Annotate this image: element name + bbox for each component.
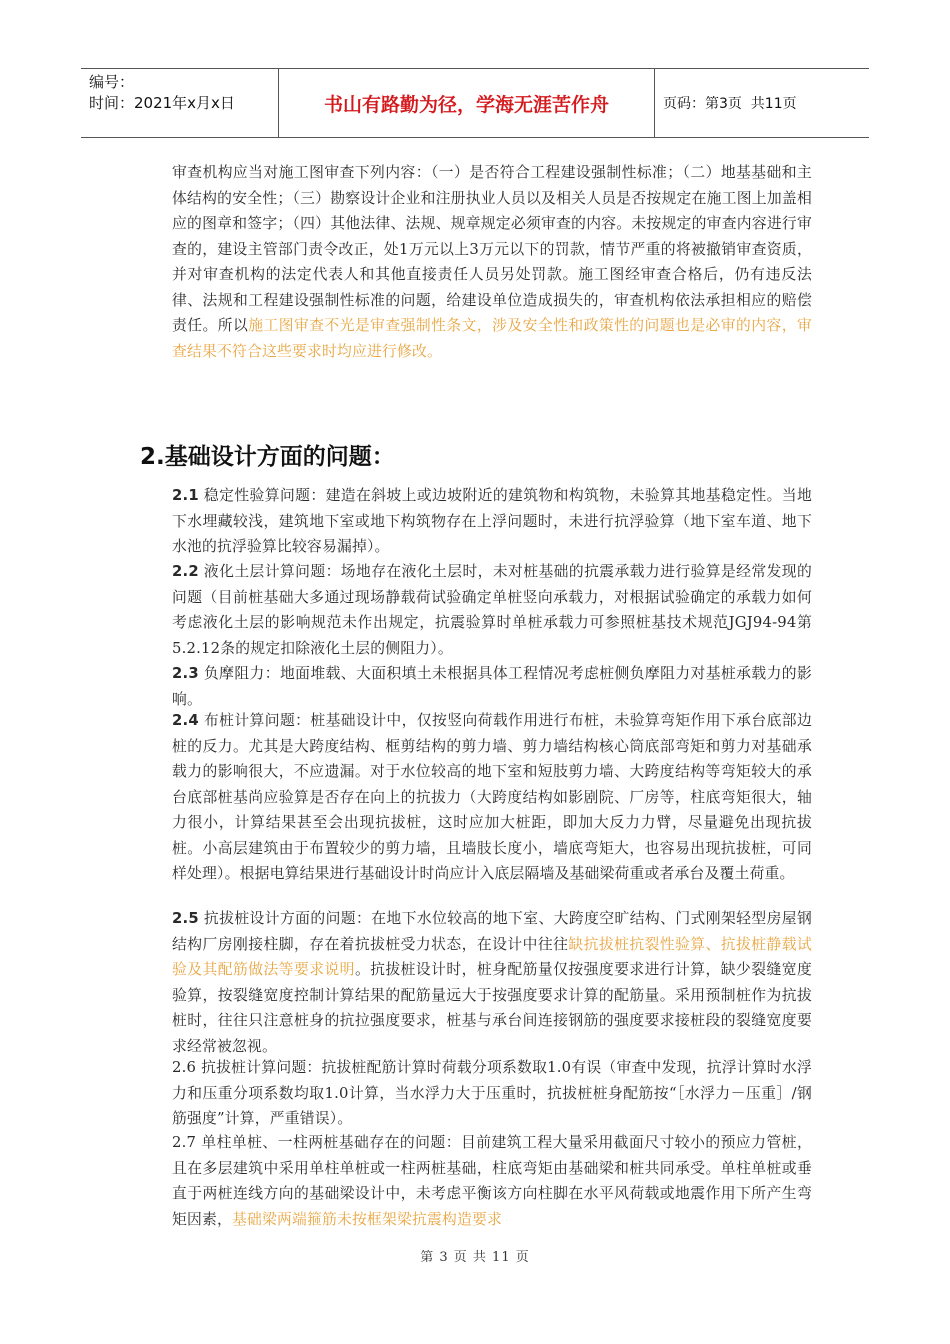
intro-paragraph bbox=[172, 160, 812, 364]
item-text: 抗拔桩计算问题：抗拔桩配筋计算时荷载分项系数取1.0有误（审查中发现，抗浮计算时水浮力和压重分项系数均取1.0计算，当水浮力大于压重时，抗拔桩桩身配筋按“［水浮力－压重］/钢筋强度”计算，严重错误）。 bbox=[172, 1059, 812, 1127]
page-footer: 第 3 页 共 11 页 bbox=[420, 1250, 530, 1265]
item-number: 2.7 bbox=[172, 1134, 197, 1151]
section-heading: 2.基础设计方面的问题： bbox=[140, 444, 395, 470]
item-text: 稳定性验算问题：建造在斜坡上或边坡附近的建筑物和构筑物，未验算其地基稳定性。当地下水埋藏较浅，建筑地下室或地下构筑物存在上浮问题时，未进行抗浮验算（地下室车道、地下水池的抗浮验算比较容易漏掉）。 bbox=[172, 487, 812, 555]
item-2-2 bbox=[172, 559, 812, 661]
item-highlight: 缺抗拔桩抗裂性验算、抗拔桩静载试验及其配筋做法等要求说明 bbox=[172, 935, 812, 978]
item-number: 2.4 bbox=[172, 712, 199, 729]
header-meta bbox=[81, 69, 279, 137]
item-text: 布桩计算问题：桩基础设计中，仅按竖向荷载作用进行布桩，未验算弯矩作用下承台底部边桩的反力。尤其是大跨度结构、框剪结构的剪力墙、剪力墙结构核心筒底部弯矩和剪力对基础承载力的影响很大，不应遗漏。对于水位较高的地下室和短肢剪力墙、大跨度结构等弯矩较大的承台底部桩基尚应验算是否存在向上的抗拔力（大跨度结构如影剧院、厂房等，柱底弯矩很大，轴力很小，计算结果甚至会出现抗拔桩，这时应加大桩距，即加大反力力臂，尽量避免出现抗拔桩。小高层建筑由于布置较少的剪力墙，且墙肢长度小，墙底弯矩大，也容易出现抗拔桩，可同样处理）。根据电算结果进行基础设计时尚应计入底层隔墙及基础梁荷重或者承台及覆土荷重。 bbox=[172, 712, 812, 882]
intro-text: 审查机构应当对施工图审查下列内容：（一）是否符合工程建设强制性标准；（二）地基基础和主体结构的安全性；（三）勘察设计企业和注册执业人员以及相关人员是否按规定在施工图上加盖相应的图章和签字；（四）其他法律、法规、规章规定必须审查的内容。未按规定的审查内容进行审查的，建设主管部门责令改正，处1万元以上3万元以下的罚款，情节严重的将被撤销审查资质，并对审查机构的法定代表人和其他直接责任人员另处罚款。施工图经审查合格后，仍有违反法律、法规和工程建设强制性标准的问题，给建设单位造成损失的，审查机构依法承担相应的赔偿责任。所以 bbox=[172, 164, 812, 334]
item-text: 负摩阻力：地面堆载、大面积填土未根据具体工程情况考虑桩侧负摩阻力对基桩承载力的影响。 bbox=[172, 665, 812, 708]
item-text: 抗拔桩设计方面的问题：在地下水位较高的地下室、大跨度空旷结构、门式刚架轻型房屋钢结构厂房刚接柱脚，存在着抗拔桩受力状态，在设计中往往 bbox=[172, 910, 812, 953]
header-motto: 书山有路勤为径，学海无涯苦作舟 bbox=[279, 69, 655, 137]
item-text-tail: 。抗拔桩设计时，桩身配筋量仅按强度要求进行计算，缺少裂缝宽度验算，按裂缝宽度控制计算结果的配筋量远大于按强度要求计算的配筋量。采用预制桩作为抗拔桩时，往往只注意桩身的抗拉强度要求，桩基与承台间连接钢筋的强度要求接桩段的裂缝宽度要求经常被忽视。 bbox=[172, 961, 812, 1055]
item-text: 单柱单桩、一柱两桩基础存在的问题：目前建筑工程大量采用截面尺寸较小的预应力管桩，且在多层建筑中采用单柱单桩或一柱两桩基础，柱底弯矩由基础梁和桩共同承受。单柱单桩或垂直于两桩连线方向的基础梁设计中，未考虑平衡该方向柱脚在水平风荷载或地震作用下所产生弯矩因素， bbox=[172, 1134, 812, 1228]
page-header bbox=[81, 68, 869, 138]
item-number: 2.5 bbox=[172, 910, 199, 927]
document-number-label: 编号： bbox=[89, 73, 135, 91]
item-2-1 bbox=[172, 483, 812, 560]
item-2-5 bbox=[172, 906, 812, 1059]
item-2-3 bbox=[172, 661, 812, 712]
item-number: 2.3 bbox=[172, 665, 199, 682]
item-2-4 bbox=[172, 708, 812, 887]
item-number: 2.1 bbox=[172, 487, 199, 504]
item-number: 2.6 bbox=[172, 1059, 197, 1076]
header-page-info bbox=[655, 69, 869, 137]
item-2-6 bbox=[172, 1055, 812, 1132]
item-highlight: 基础梁两端箍筋未按框架梁抗震构造要求 bbox=[232, 1210, 502, 1228]
intro-highlight: 施工图审查不光是审查强制性条文，涉及安全性和政策性的问题也是必审的内容，审查结果不符合这些要求时均应进行修改。 bbox=[172, 317, 812, 360]
item-text: 液化土层计算问题：场地存在液化土层时，未对桩基础的抗震承载力进行验算是经常发现的问题（目前桩基础大多通过现场静载荷试验确定单桩竖向承载力，对根据试验确定的承载力如何考虑液化土层的影响规范未作出规定，抗震验算时单桩承载力可参照桩基技术规范JGJ94-94第5.2.12条的规定扣除液化土层的侧阻力）。 bbox=[172, 563, 812, 657]
document-date: 时间：2021年x月x日 bbox=[89, 94, 235, 112]
item-number: 2.2 bbox=[172, 563, 199, 580]
page-info-text: 页码：第3页 共11页 bbox=[663, 96, 797, 112]
item-2-7 bbox=[172, 1130, 812, 1232]
